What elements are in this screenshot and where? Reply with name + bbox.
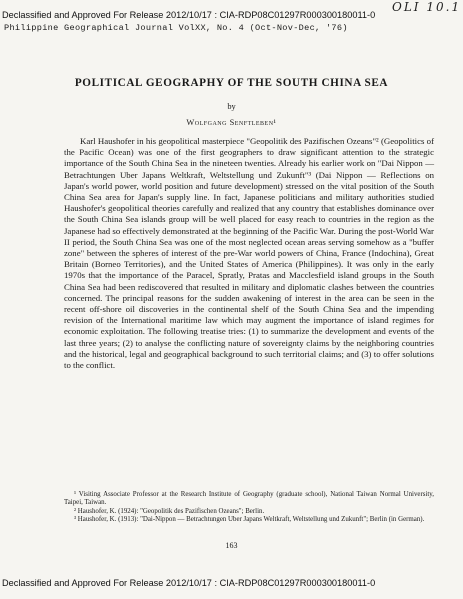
footnotes (64, 491, 434, 525)
handwritten-note: OLI 10.1 (392, 0, 462, 14)
journal-header: Philippine Geographical Journal VolXX, No. 4 (Oct-Nov-Dec, '76) (4, 23, 348, 33)
declassification-banner-top: Declassified and Approved For Release 2012/10/17 : CIA-RDP08C01297R000300180011-0 (2, 10, 376, 20)
footnote-1: ¹ Visiting Associate Professor at the Research Institute of Geography (graduate school), National Taiwan Normal University, Taipei, Taiwan. (64, 491, 434, 507)
author-name: Wolfgang Senftleben¹ (186, 118, 277, 127)
article-title: POLITICAL GEOGRAPHY OF THE SOUTH CHINA SEA (74, 77, 389, 89)
body-paragraph: Karl Haushofer in his geopolitical masterpiece "Geopolitik des Pazifischen Ozeans"² (Geopolitics of the Pacific Ocean) was one of the first geographers to draw significant attention to the strategic importance of the South China Sea in the nineteen twenties. Already his earlier work on "Dai Nippon — Betrachtungen Uber Japans Weltkraft, Weltstellung und Zukunft"³ (Dai Nippon — Reflections on Japan's world power, world position and future development) stressed on the vital position of the South China Sea area for Japan's supply line. In fact, Japanese politicians and military authorities studied Haushofer's geopolitical theories carefully and realized that any country that establishes dominance over the South China Sea islands group will be well placed for easy reach to countries in the region as the Japanese had so effectively demonstrated at the beginning of the Pacific War. During the post-World War II period, the South China Sea was one of the most neglected ocean areas serving somehow as a "buffer zone" between the spheres of interest of the pre-War world powers of China, France (Indochina), Great Britain (Borneo Territories), and the United States of America (Philippines). It was only in the early 1970s that the importance of the Paracel, Spratly, Pratas and Macclesfield island groups in the South China Sea had been rediscovered that resulted in military and diplomatic clashes between the countries concerned. The principal reasons for the sudden awakening of interest in the area can be seen in the recent off-shore oil discoveries in the continental shelf of the South China Sea and the impending revision of the International maritime law which may augment the importance of island regimes for economic exploitation. The following treatise tries: (1) to summarize the development and events of the last three years; (2) to analyse the conflicting nature of sovereignty claims by the neighboring countries and the historical, legal and geographical background to such territorial claims; and (3) to offer solutions to the conflict. (64, 136, 434, 371)
footnote-3: ³ Haushofer, K. (1913): "Dai-Nippon — Betrachtungen Uber Japans Weltkraft, Weltstellung und Zukunft"; Berlin (in German). (74, 516, 425, 524)
article-body (64, 136, 434, 371)
footnote-2: ² Haushofer, K. (1924): "Geopolitik des Pazifischen Ozeans"; Berlin. (74, 507, 265, 515)
page-number: 163 (225, 541, 238, 550)
byline: by (227, 102, 236, 111)
declassification-banner-bottom: Declassified and Approved For Release 2012/10/17 : CIA-RDP08C01297R000300180011-0 (2, 578, 376, 588)
